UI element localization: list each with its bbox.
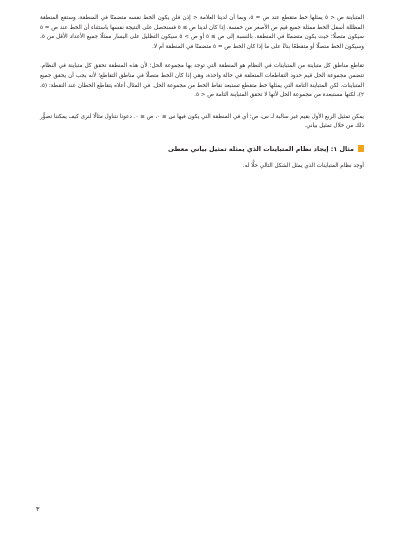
paragraph-shading-explanation: المتباينة ص < ٥ يمثلها خط متقطع عند ص = ٥، وبما أن لدينا العلامة < إذن فلن يكون الخط نفسه متضمنًا في المنطقة، وستقع المنطقة المظللة أسفل الخط ممثلة جميع قيم ص الأصغر من خمسة. إذا كان لدينا ص ≥ ٥ فسنحصل على النتيجة نفسها باستثناء أن الخط عند ص = ٥ سيكون متصلًا؛ حيث يكون متضمنًا في المنطقة. بالنسبة إلى ص ≥ ٥ أو ص > ٥ سيكون التظليل على اليسار ممثلًا جميع الأعداد الأقل من ٥، وسيكون الخط متصلًا أو متقطعًا بناءً على ما إذا كان الخط ص = ٥ متضمنًا في المنطقة أم لا. xyxy=(40,15,364,50)
example-marker-icon xyxy=(358,145,364,152)
paragraph-solution-set: تقاطع مناطق كل متباينة من المتباينات في النظام هو المنطقة التي توجد بها مجموعة الحل؛ لأن هذه المنطقة تحقق كل متباينة في النظام. تتضمن مجموعة الحل قيم حدود التقاطعات المتعلقة في حالة واحدة، وهي إذا كان الخط متصلًا في مناطق التقاطع؛ لأنه يجب أن يحقق جميع المتباينات. لكن المتباينة التامة التي يمثلها خط متقطع تستبعد نقاط الخط من مجموعة الحل. في المثال أعلاه يتقاطع الخطان عند النقطة: (٥، ٢)، لكنها مستبعدة من مجموعة الحل لأنها لا تحقق المتباينة التامة ص < ٥. xyxy=(40,63,364,99)
example-heading xyxy=(40,144,364,154)
paragraph-first-quadrant: يمكن تمثيل الربع الأول بقيم غير سالبة لـ س، ص؛ أي في المنطقة التي يكون فيها س ≤ ٠، ص ≤ ٠. دعونا نتناول مثالًا لنرى كيف يمكننا تصوُّر ذلك من خلال تمثيل بياني. xyxy=(40,113,364,130)
example-title: مثال ١: إيجاد نظام المتباينات الذي يمثله تمثيل بياني معطى xyxy=(168,144,354,153)
page-number: ٣ xyxy=(36,505,40,513)
example-prompt: أوجد نظام المتباينات الذي يمثل الشكل التالي حلًّا له. xyxy=(242,162,364,169)
